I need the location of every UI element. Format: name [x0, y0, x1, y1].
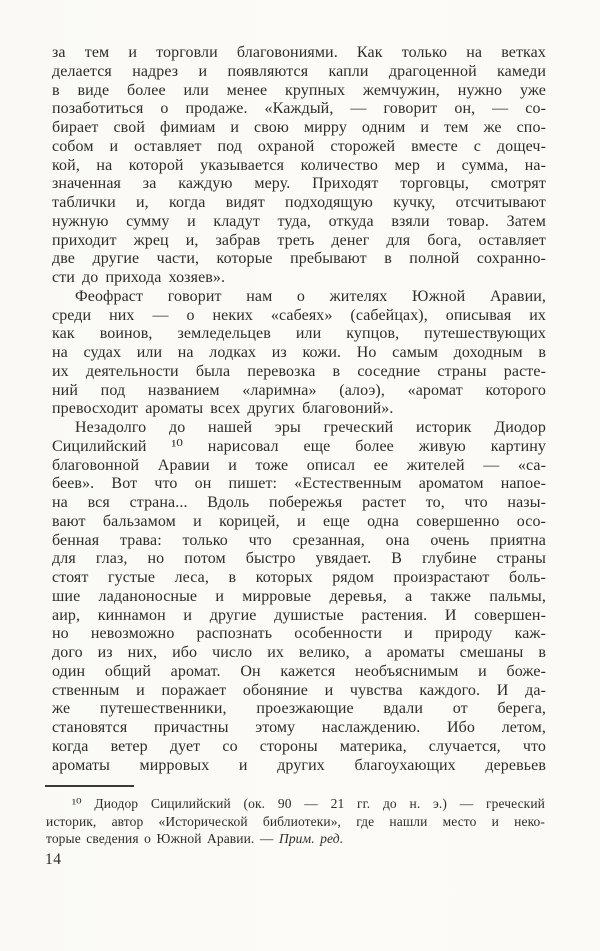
text-line: на судах или на лодках из кожи. Но самым доходным в: [52, 344, 546, 361]
page-number: 14: [45, 851, 62, 868]
text-line: как воинов, земледельцев или купцов, путешествующих: [52, 325, 546, 343]
text-line: становятся причастны этому наслаждению. Ибо летом,: [52, 719, 546, 736]
text-line: для глаз, но потом быстро увядает. В глубине страны: [52, 550, 546, 568]
text-line: дого из них, ибо число их велико, а ароматы смешаны в: [52, 644, 546, 661]
text-line: позаботиться о продаже. «Каждый, — говорит он, — со-: [52, 100, 546, 118]
text-line: вают бальзамом и корицей, и еще одна совершенно осо-: [52, 512, 546, 530]
text-line-paragraph-start: Незадолго до нашей эры греческий историк Диодор: [75, 419, 546, 436]
footnote-line-text: торые сведения о Южной Аравии. —: [46, 831, 279, 846]
text-line: бенная трава: только что срезанная, она очень приятна: [52, 531, 546, 549]
footnote-line: [46, 830, 545, 848]
text-line: значенная за каждую меру. Приходят торговцы, смотрят: [52, 175, 546, 193]
text-line: таблички и, когда видят подходящую кучку, отсчитывают: [52, 194, 546, 211]
text-line: стоят густые леса, в которых рядом произрастают боль-: [52, 569, 546, 586]
text-line: их деятельности была перевозка в соседние страны расте-: [52, 362, 546, 380]
footnote-editor-note: Прим. ред.: [278, 831, 344, 846]
text-line: за тем и торговли благовониями. Как только на ветках: [52, 44, 546, 61]
text-line: один общий аромат. Он кажется необъяснимым и боже-: [52, 662, 546, 680]
footnote-line: историк, автор «Исторической библиотеки», где нашли место и неко-: [46, 813, 545, 829]
text-line-paragraph-end: превосходит ароматы всех других благовоний».: [52, 400, 394, 418]
footnote: [46, 795, 545, 848]
text-line: благовонной Аравии и тоже описал ее жителей — «са-: [52, 456, 546, 474]
text-line: делается надрез и появляются капли драгоценной камеди: [52, 62, 546, 80]
text-line: когда ветер дует со стороны материка, случается, что: [52, 737, 546, 755]
footnote-divider: [45, 785, 134, 787]
text-line: на вся страна... Вдоль побережья растет то, что назы-: [52, 494, 546, 511]
text-line: среди них — о неких «сабеях» (сабейцах), описывая их: [52, 306, 546, 324]
text-line: собом и оставляет под охраной сторожей вместе с дощеч-: [52, 137, 546, 155]
text-line: шие ладаноносные и мирровые деревья, а также пальмы,: [52, 587, 546, 605]
text-line: ний под названием «ларимна» (алоэ), «аромат которого: [52, 381, 546, 399]
text-line: аир, киннамон и другие душистые растения. И совершен-: [52, 606, 546, 624]
text-line: ственным и поражает обоняние и чувства каждого. И да-: [52, 681, 546, 699]
text-line: нужную сумму и кладут туда, откуда взяли товар. Затем: [52, 212, 546, 230]
footnote-line: ¹⁰ Диодор Сицилийский (ок. 90 — 21 гг. до н. э.) — греческий: [72, 796, 545, 811]
text-line: в виде более или менее крупных жемчужин, нужно уже: [52, 81, 546, 99]
text-line-with-footnote-marker: Сицилийский ¹⁰ нарисовал еще более живую картину: [52, 437, 546, 455]
text-line: кой, на которой указывается количество мер и сумма, на-: [52, 156, 546, 174]
text-line: две другие части, которые пребывают в полной сохранно-: [52, 250, 546, 268]
text-line: но невозможно распознать особенности и природу каж-: [52, 625, 546, 643]
text-line-paragraph-start: Феофраст говорит нам о жителях Южной Аравии,: [75, 287, 546, 305]
body-text: [52, 44, 546, 775]
text-line: бирает свой фимиам и свою мирру одним и тем же спо-: [52, 119, 546, 136]
text-line: ароматы мирровых и других благоухающих деревьев: [52, 756, 546, 774]
text-line: беев». Вот что он пишет: «Естественным ароматом напое-: [52, 475, 546, 493]
text-line-paragraph-end: сти до прихода хозяев».: [52, 269, 226, 286]
text-line: приходит жрец и, забрав треть денег для бога, оставляет: [52, 231, 546, 249]
text-line: же путешественники, проезжающие вдали от берега,: [52, 700, 546, 718]
